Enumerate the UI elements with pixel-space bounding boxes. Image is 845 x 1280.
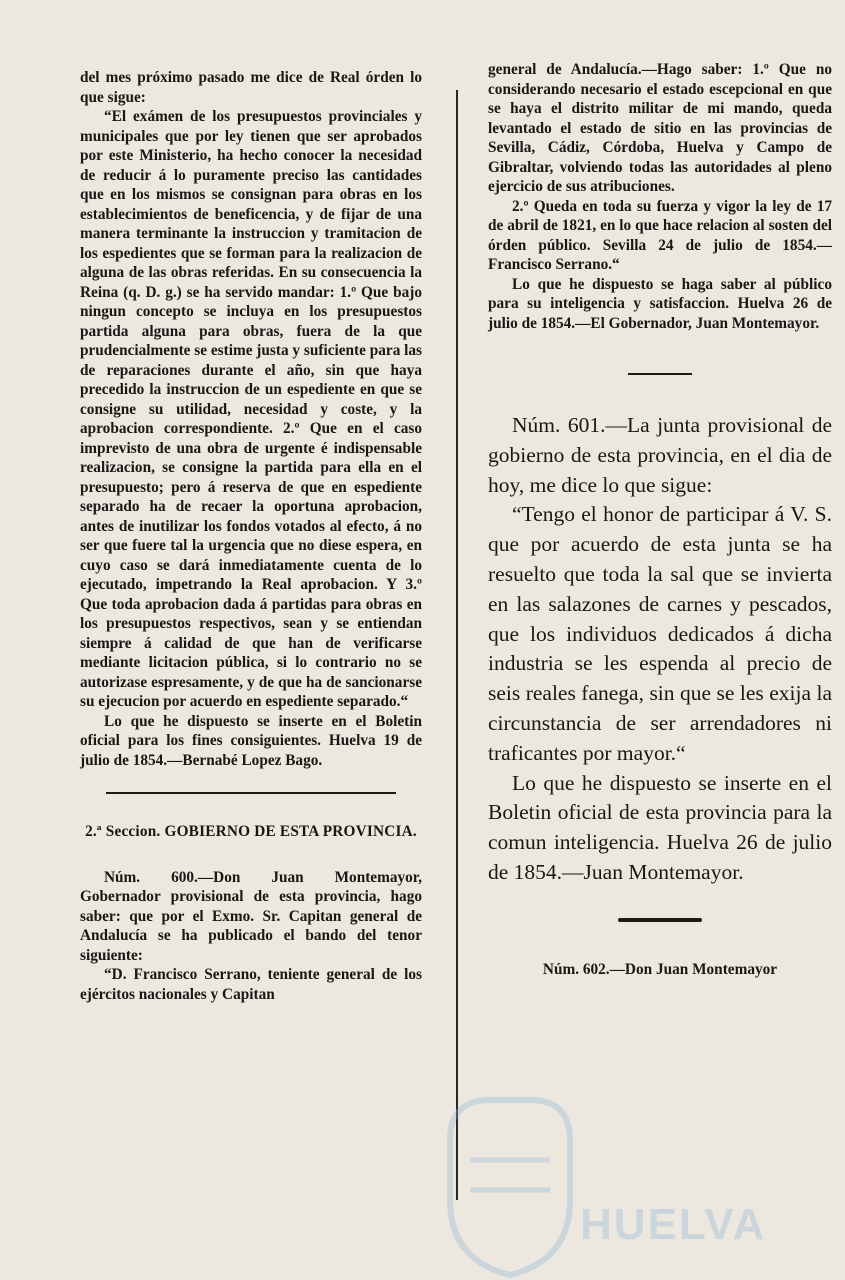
coat-of-arms-icon	[430, 1080, 790, 1280]
junta-quote: “Tengo el honor de participar á V. S. que por acuerdo de esta junta se ha resuelto que toda la sal que se invierta en las salazones de carnes y pescados, que los individuos dedicados á dicha industria se les espenda al precio de seis reales fanega, sin que se les exija la circunstancia de ser arrendadores ni traficantes por mayor.“	[488, 502, 832, 765]
notice-601: Núm. 601.—La junta provisional de gobierno de esta provincia, en el dia de hoy, me dice lo que sigue:	[488, 413, 832, 497]
bando-continuation: general de Andalucía.—Hago saber: 1.º Que no considerando necesario el estado escepcional en que se haya el distrito militar de mi mando, queda levantado el estado de sitio en las provincias de Sevilla, Cádiz, Córdoba, Huelva y Campo de Gibraltar, volviendo todas las autoridades al pleno ejercicio de sus atribuciones.	[488, 61, 832, 195]
continuation-paragraph: del mes próximo pasado me dice de Real órden lo que sigue:	[80, 69, 422, 106]
left-column	[80, 0, 422, 1004]
royal-order-quote: “El exámen de los presupuestos provinciales y municipales que por ley tienen que ser aprobados por este Ministerio, ha hecho conocer la necesidad de reducir á lo puramente preciso las cantidades que en los mismos se consignan para obras en los establecimientos de beneficencia, y de fijar de una manera terminante la instruccion y tramitacion de los espedientes que se forman para la realizacion de alguna de las obras referidas. En su consecuencia la Reina (q. D. g.) se ha servido mandar: 1.º Que bajo ningun concepto se incluya en los presupuestos partida alguna para obras, fuera de la que prudencialmente se estime justa y suficiente para las de reparaciones durante el año, sin que haya precedido la instruccion de un espediente en que se consigne su utilidad, necesidad y coste, y la aprobacion correspondiente. 2.º Que en el caso imprevisto de una obra de urgente é indispensable realizacion, se consigne la partida para ella en el presupuesto; pero á reserva de que en espediente separado ha de recaer la oportuna aprobacion, antes de inutilizar los fondos votados al efecto, á no ser que fuere tal la urgencia que no diese espera, en cuyo caso se dará inmediatamente cuenta de lo ejecutado, impetrando la Real aprobacion. Y 3.º Que toda aprobacion dada á partidas para obras en los presupuestos respectivos, sean y se entiendan siempre á calidad de que han de verificarse mediante licitacion pública, si lo contrario no se autorizase espresamente, y de que ha de sancionarse su ejecucion por acuerdo en espediente separado.“	[80, 108, 423, 710]
notice-602: Núm. 602.—Don Juan Montemayor	[542, 960, 778, 978]
archive-watermark	[430, 1080, 790, 1280]
bando-article-2: 2.º Queda en toda su fuerza y vigor la ley de 17 de abril de 1821, en lo que hace relacion al sosten del órden público. Sevilla 24 de julio de 1854.—Francisco Serrano.“	[488, 197, 832, 273]
column-divider	[456, 90, 458, 1200]
section-heading: 2.ª Seccion. GOBIERNO DE ESTA PROVINCIA.	[85, 823, 417, 840]
watermark-text: HUELVA	[580, 1200, 767, 1249]
governor-note: Lo que he dispuesto se haga saber al público para su inteligencia y satisfaccion. Huelva 26 de julio de 1854.—El Gobernador, Juan Montemayor.	[488, 275, 832, 332]
notice-600: Núm. 600.—Don Juan Montemayor, Gobernador provisional de esta provincia, hago saber: que por el Exmo. Sr. Capitan general de Andalucía se ha publicado el bando del tenor siguiente:	[80, 868, 422, 964]
right-column	[488, 0, 832, 979]
insertion-note: Lo que he dispuesto se inserte en el Boletin oficial de esta provincia para la comun inteligencia. Huelva 26 de julio de 1854.—Juan Montemayor.	[488, 770, 832, 884]
bando-opening: “D. Francisco Serrano, teniente general de los ejércitos nacionales y Capitan	[80, 966, 422, 1003]
publication-note: Lo que he dispuesto se inserte en el Boletin oficial para los fines consiguientes. Huelva 19 de julio de 1854.—Bernabé Lopez Bago.	[80, 712, 422, 769]
